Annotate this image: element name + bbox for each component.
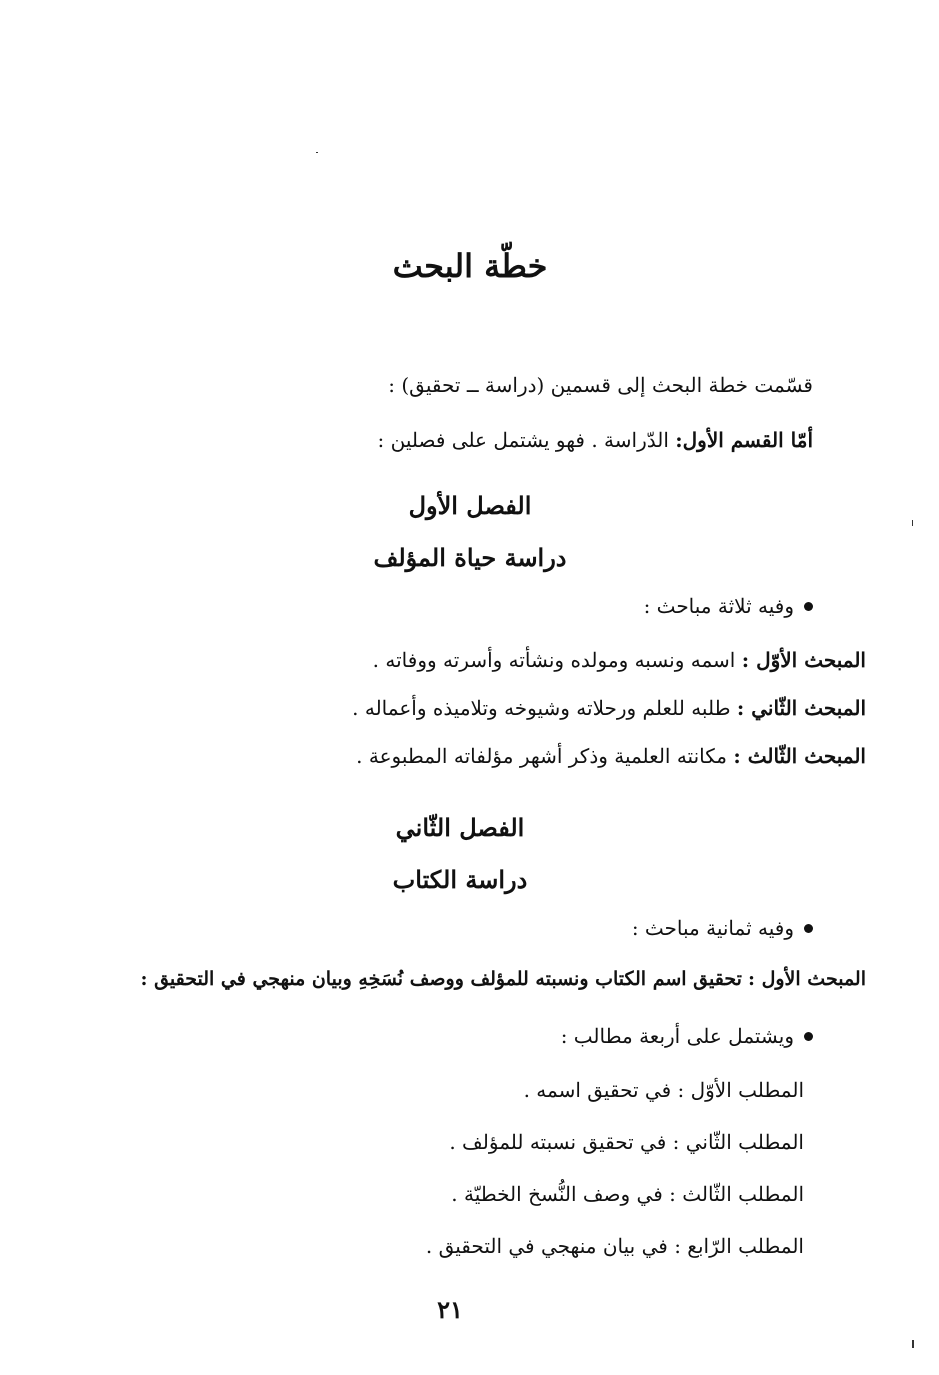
chapter-two-heading: الفصل الثّاني — [395, 813, 525, 842]
chapter-one-item — [373, 650, 866, 670]
sub-item-label: المطلب الرّابع : — [674, 1234, 804, 1258]
scan-speck — [912, 1340, 914, 1348]
page-title: خطّة البحث — [392, 247, 548, 285]
chapter-two-subheading: دراسة الكتاب — [392, 865, 528, 894]
scan-speck — [316, 152, 318, 153]
sub-item-text: في بيان منهجي في التحقيق . — [425, 1234, 668, 1258]
sub-item-text: في وصف النُّسخ الخطيّة . — [451, 1182, 663, 1206]
chapter-two-sub-item — [426, 1236, 804, 1256]
chapter-two-bullet-line — [632, 918, 813, 938]
bullet-icon — [804, 602, 813, 611]
chapter-two-sub-item — [524, 1080, 804, 1100]
chapter-one-item-label: المبحث الثّالث : — [733, 744, 866, 768]
sub-item-text: في تحقيق اسمه . — [523, 1078, 672, 1102]
chapter-one-heading: الفصل الأول — [408, 491, 532, 520]
scan-speck — [912, 520, 913, 526]
section-one-text: الدّراسة . فهو يشتمل على فصلين : — [377, 428, 669, 452]
chapter-one-item-text: اسمه ونسبه ومولده ونشأته وأسرته ووفاته . — [372, 648, 736, 672]
section-one-line — [378, 430, 813, 450]
sub-item-label: المطلب الأوّل : — [677, 1078, 804, 1102]
bullet-icon — [804, 924, 813, 933]
chapter-one-item-text: طلبه للعلم ورحلاته وشيوخه وتلاميذه وأعماله . — [352, 696, 731, 720]
sub-item-label: المطلب الثّالث : — [669, 1182, 804, 1206]
chapter-one-bullet-text: وفيه ثلاثة مباحث : — [643, 594, 794, 618]
chapter-one-item-label: المبحث الثّاني : — [736, 696, 866, 720]
chapter-one-subheading: دراسة حياة المؤلف — [373, 543, 567, 572]
chapter-two-first-item — [140, 970, 866, 989]
chapter-two-sub-item — [451, 1184, 804, 1204]
chapter-one-item — [352, 698, 866, 718]
chapter-two-sub-bullet-text: ويشتمل على أربعة مطالب : — [560, 1024, 794, 1048]
chapter-two-bullet-text: وفيه ثمانية مباحث : — [631, 916, 794, 940]
sub-item-text: في تحقيق نسبته للمؤلف . — [449, 1130, 667, 1154]
chapter-two-sub-bullet-line — [561, 1026, 813, 1046]
chapter-two-first-item-label: المبحث الأول : — [747, 968, 866, 990]
chapter-one-item-label: المبحث الأوّل : — [741, 648, 866, 672]
intro-paragraph: قسّمت خطة البحث إلى قسمين (دراسة ــ تحقيق) : — [388, 373, 813, 397]
section-one-label: أمّا القسم الأول: — [675, 428, 813, 452]
chapter-two-sub-item — [449, 1132, 804, 1152]
chapter-two-first-item-text: تحقيق اسم الكتاب ونسبته للمؤلف ووصف نُسَخِهِ وبيان منهجي في التحقيق : — [140, 968, 742, 990]
chapter-one-bullet-line — [644, 596, 813, 616]
sub-item-label: المطلب الثّاني : — [672, 1130, 804, 1154]
bullet-icon — [804, 1032, 813, 1041]
chapter-one-item-text: مكانته العلمية وذكر أشهر مؤلفاته المطبوعة . — [356, 744, 728, 768]
chapter-one-item — [356, 746, 866, 766]
page-number: ٢١ — [437, 1295, 463, 1324]
